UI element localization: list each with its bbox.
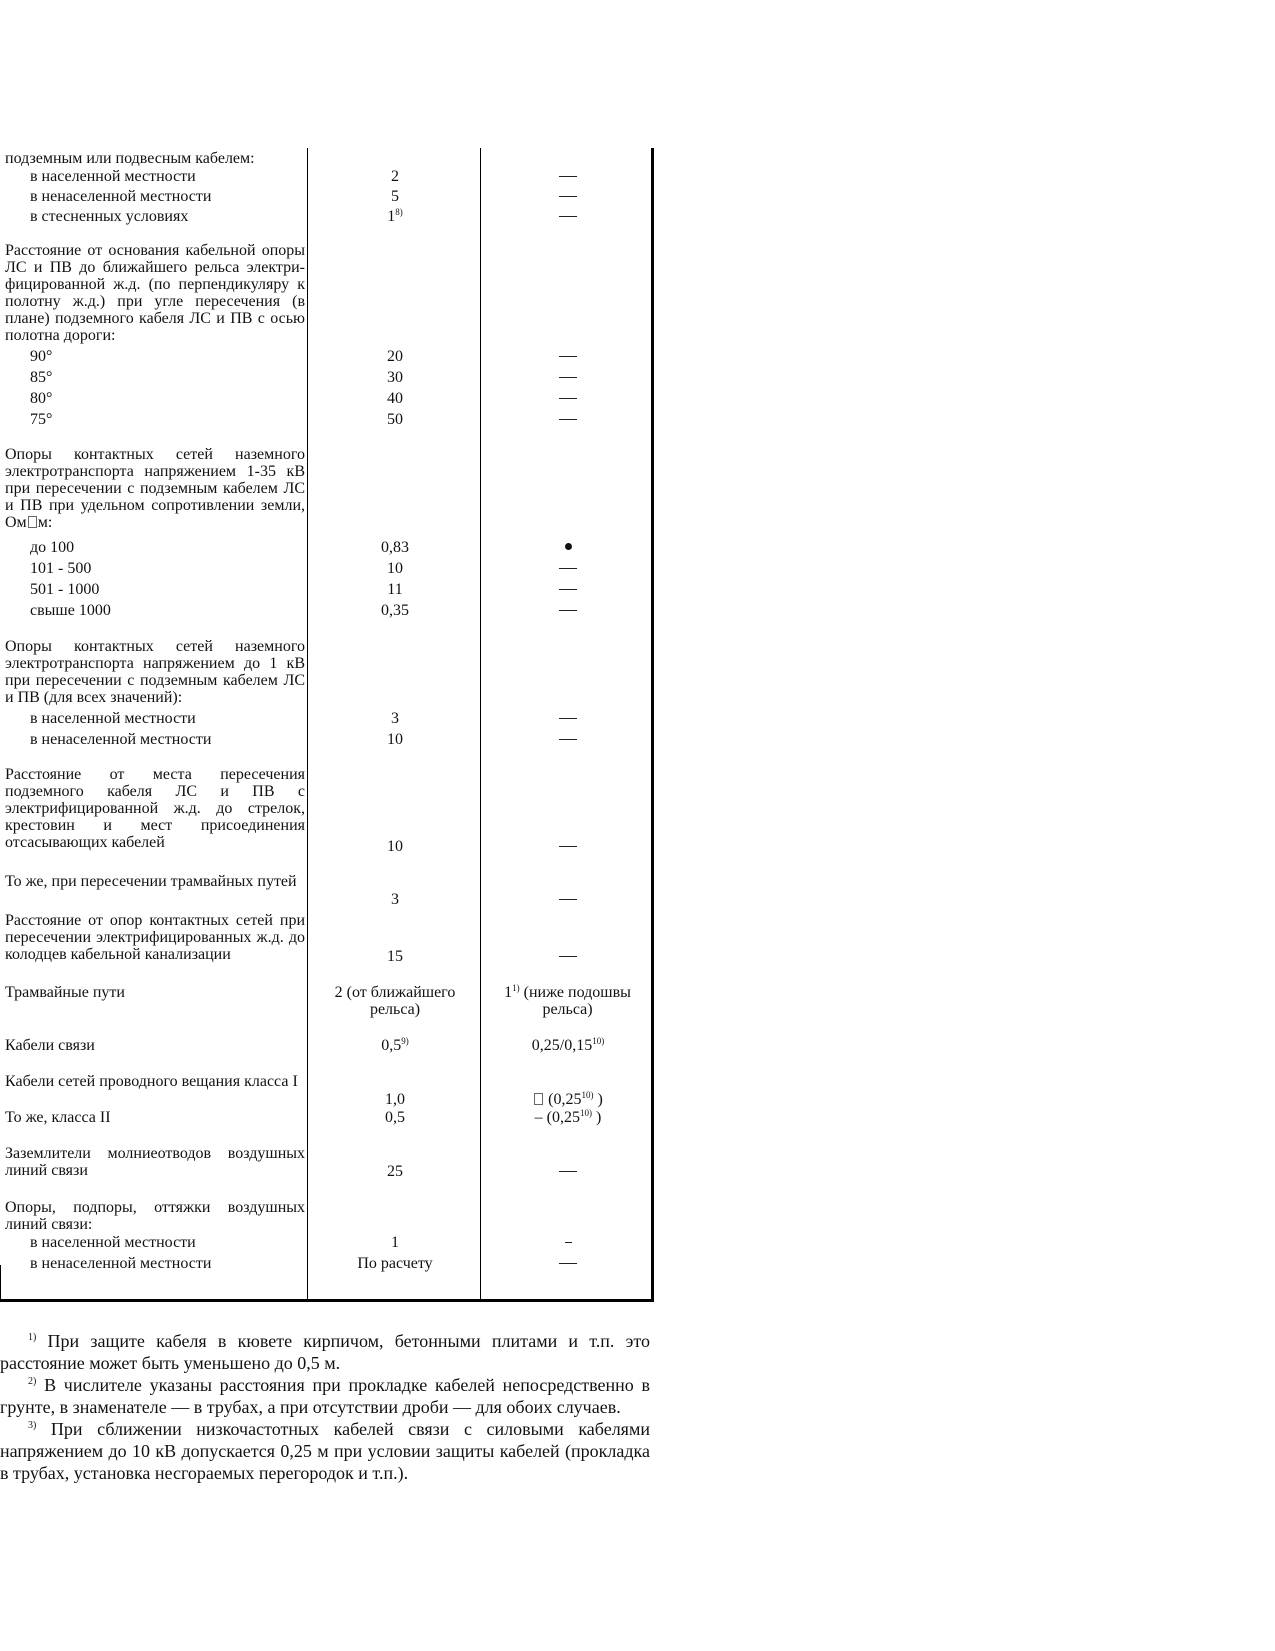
value-cell: 3 xyxy=(391,710,399,727)
row-label: 90° xyxy=(30,348,53,365)
dash-mark xyxy=(559,216,577,217)
value-cell: 10 xyxy=(387,838,403,855)
value-cell: 25 xyxy=(387,1163,403,1180)
empty-value-cell xyxy=(483,731,653,748)
table-left-border xyxy=(0,1265,1,1300)
row-heading: Опоры контактных сетей наземного электротранспорта напряжением 1-35 кВ при пересечении с подземным кабелем ЛС и ПВ при удельном сопротивлении земли, Ом м: xyxy=(5,446,305,531)
dash-mark xyxy=(559,718,577,719)
footnote: $^{3)}$ При сближении низкочастотных кабелей связи с силовыми кабелями напряжением до 10 кВ допускается 0,25 м при условии защиты кабелей (прокладка в трубах, установка несгораемых перегородок и т.п.). xyxy=(0,1419,650,1483)
empty-value-cell xyxy=(483,1234,653,1251)
row-heading: Опоры контактных сетей наземного электротранспорта напряжением до 1 кВ при пересечении с подземным кабелем ЛС и ПВ (для всех значений): xyxy=(5,638,305,706)
dash-mark xyxy=(559,356,577,357)
value-cell: 0,5$^{9)}$ xyxy=(381,1036,409,1054)
empty-value-cell xyxy=(483,838,653,855)
row-text: Кабели связи xyxy=(5,1037,95,1054)
empty-value-cell xyxy=(483,208,653,225)
value-cell: 2 (от ближайшего рельса) xyxy=(334,984,456,1018)
value-cell: 10 xyxy=(387,731,403,748)
value-cell: 50 xyxy=(387,411,403,428)
row-text: То же, класса II xyxy=(5,1109,111,1126)
value-cell: 15 xyxy=(387,948,403,965)
row-heading: Опоры, подпоры, оттяжки воздушных линий связи: xyxy=(5,1199,305,1233)
empty-value-cell xyxy=(483,948,653,965)
value-cell: 1 xyxy=(391,1234,399,1251)
dash-mark xyxy=(559,739,577,740)
row-label: 85° xyxy=(30,369,53,386)
value-cell: 20 xyxy=(387,348,403,365)
row-text: Заземлители молниеотводов воздушных линий связи xyxy=(5,1145,305,1179)
empty-value-cell xyxy=(483,710,653,727)
dash-mark xyxy=(559,956,577,957)
value-cell: По расчету xyxy=(357,1255,433,1272)
row-label: свыше 1000 xyxy=(30,602,111,619)
row-label: до 100 xyxy=(30,539,75,556)
value-cell: 40 xyxy=(387,390,403,407)
value-cell: 0,25/0,15$^{10)}$ xyxy=(531,1036,605,1054)
row-text: Расстояние от опор контактных сетей при пересечении электрифицированных ж.д. до колодцев кабельной канализации xyxy=(5,912,305,963)
dash-mark xyxy=(559,899,577,900)
value-cell: 5 xyxy=(391,188,399,205)
dash-mark xyxy=(559,1171,577,1172)
missing-glyph-icon xyxy=(28,516,37,528)
dash-mark xyxy=(559,398,577,399)
value-cell: 0,83 xyxy=(381,539,409,556)
row-label: 501 - 1000 xyxy=(30,581,100,598)
row-text: Трамвайные пути xyxy=(5,984,125,1001)
row-heading: подземным или подвесным кабелем: xyxy=(5,150,255,167)
row-label: в населенной местности xyxy=(30,1234,196,1251)
missing-glyph-icon xyxy=(534,1093,543,1105)
value-cell: 1,0 xyxy=(385,1091,405,1108)
row-label: в ненаселенной местности xyxy=(30,1255,212,1272)
empty-value-cell xyxy=(483,411,653,428)
row-text: То же, при пересечении трамвайных путей xyxy=(5,873,297,890)
empty-value-cell xyxy=(483,390,653,407)
dash-mark xyxy=(559,377,577,378)
footnote: $^{1)}$ При защите кабеля в кювете кирпичом, бетонными плитами и т.п. это расстояние может быть уменьшено до 0,5 м. xyxy=(0,1331,650,1373)
dash-mark xyxy=(559,610,577,611)
row-label: в населенной местности xyxy=(30,168,196,185)
dash-mark xyxy=(559,568,577,569)
value-cell: 10 xyxy=(387,560,403,577)
table-divider-1 xyxy=(307,148,308,1300)
footnotes xyxy=(0,1330,650,1484)
value-cell: 0,5 xyxy=(385,1109,405,1126)
value-cell: (0,25$^{10)}$ ) xyxy=(483,1091,653,1108)
empty-value-cell xyxy=(483,891,653,908)
row-label: в населенной местности xyxy=(30,710,196,727)
bullet-mark xyxy=(565,543,572,550)
dash-mark xyxy=(559,589,577,590)
row-label: в ненаселенной местности xyxy=(30,188,212,205)
empty-value-cell xyxy=(483,1255,653,1272)
empty-value-cell xyxy=(483,602,653,619)
dash-mark xyxy=(565,1242,572,1243)
dash-mark xyxy=(559,846,577,847)
empty-value-cell xyxy=(483,168,653,185)
empty-value-cell xyxy=(483,581,653,598)
value-cell: 1$^{1)}$ (ниже подошвы рельса) xyxy=(504,983,631,1018)
value-cell: 3 xyxy=(391,891,399,908)
bullet-cell xyxy=(483,539,653,556)
table-bottom-border xyxy=(0,1299,654,1302)
empty-value-cell xyxy=(483,1163,653,1180)
value-cell: 11 xyxy=(387,581,403,598)
row-heading: Расстояние от основания кабельной опоры ЛС и ПВ до ближайшего рельса электри-фицированной ж.д. (по перпендикуляру к полотну ж.д.) при угле пересечения (в плане) подземного кабеля ЛС и ПВ с осью полотна дороги: xyxy=(5,242,305,344)
row-text: Кабели сетей проводного вещания класса I xyxy=(5,1073,298,1090)
table-divider-2 xyxy=(480,148,481,1300)
dash-mark xyxy=(559,196,577,197)
empty-value-cell xyxy=(483,348,653,365)
dash-mark xyxy=(559,1263,577,1264)
value-cell: 0,35 xyxy=(381,602,409,619)
value-cell: 1$^{8)}$ xyxy=(387,207,403,225)
value-cell: 30 xyxy=(387,369,403,386)
empty-value-cell xyxy=(483,369,653,386)
dash-mark xyxy=(559,176,577,177)
row-label: 75° xyxy=(30,411,53,428)
footnote: $^{2)}$ В числителе указаны расстояния при прокладке кабелей непосредственно в грунте, в знаменателе — в трубах, а при отсутствии дроби — для обоих случаев. xyxy=(0,1375,650,1417)
value-cell: 2 xyxy=(391,168,399,185)
dash-mark xyxy=(559,419,577,420)
row-label: 101 - 500 xyxy=(30,560,92,577)
row-label: 80° xyxy=(30,390,53,407)
empty-value-cell xyxy=(483,560,653,577)
empty-value-cell xyxy=(483,188,653,205)
row-text: Расстояние от места пересечения подземного кабеля ЛС и ПВ с электрифицированной ж.д. до стрелок, крестовин и мест присоединения отсасывающих кабелей xyxy=(5,766,305,851)
value-cell: – (0,25$^{10)}$ ) xyxy=(534,1108,602,1126)
row-label: в ненаселенной местности xyxy=(30,731,212,748)
row-label: в стесненных условиях xyxy=(30,208,189,225)
